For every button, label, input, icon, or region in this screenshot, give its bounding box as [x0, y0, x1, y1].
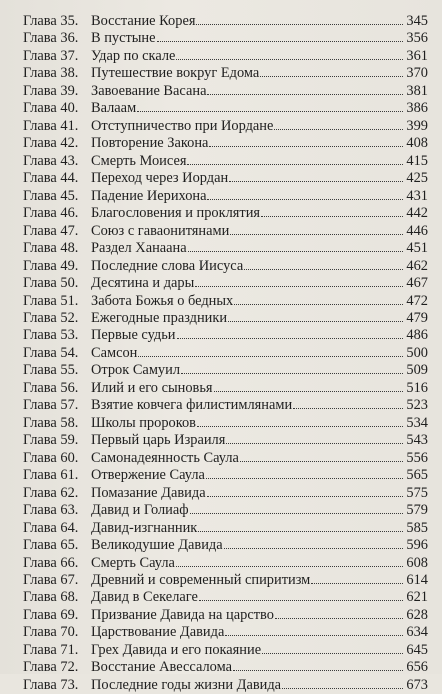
chapter-label: Глава 36.: [23, 30, 79, 47]
toc-entry: [23, 414, 428, 431]
chapter-label: Глава 61.: [23, 467, 79, 484]
dot-leader: [198, 519, 403, 532]
chapter-title: Восстание Авессалома: [91, 659, 232, 676]
page-number: 446: [406, 222, 428, 239]
dot-leader: [311, 571, 403, 584]
page-number: 451: [406, 240, 428, 257]
chapter-label: Глава 42.: [23, 135, 79, 152]
dot-leader: [207, 484, 403, 497]
dot-leader: [214, 379, 403, 392]
chapter-label: Глава 53.: [23, 327, 79, 344]
chapter-title: Переход через Иордан: [91, 170, 229, 187]
toc-entry: [23, 571, 428, 588]
toc-entry: [23, 204, 428, 221]
dot-leader: [262, 641, 403, 654]
toc-entry: [23, 257, 428, 274]
chapter-title: Грех Давида и его покаяние: [91, 641, 262, 658]
toc-entry: [23, 449, 428, 466]
dot-leader: [195, 274, 403, 287]
chapter-label: Глава 67.: [23, 572, 79, 588]
chapter-label: Глава 39.: [23, 82, 79, 99]
dot-leader: [138, 344, 403, 357]
dot-leader: [187, 152, 403, 165]
toc-entry: [23, 484, 428, 501]
toc-entry: [23, 501, 428, 518]
toc-entry: [23, 554, 428, 571]
dot-leader: [199, 588, 403, 601]
chapter-title: Раздел Ханаана: [91, 240, 187, 257]
dot-leader: [196, 12, 403, 25]
toc-entry: [23, 64, 428, 81]
chapter-label: Глава 60.: [23, 449, 79, 466]
page-number: 425: [406, 170, 428, 187]
page-number: 381: [406, 82, 428, 99]
chapter-title: В пустыне: [91, 30, 156, 47]
page-number: 509: [406, 362, 428, 379]
page-number: 516: [406, 379, 428, 396]
page-number: 585: [406, 519, 428, 536]
chapter-title: Самонадеянность Саула: [91, 449, 239, 466]
toc-entry: [23, 187, 428, 204]
toc-entry: [23, 606, 428, 623]
page-number: 356: [406, 30, 428, 47]
dot-leader: [293, 396, 403, 409]
chapter-label: Глава 70.: [23, 624, 79, 641]
toc-entry: [23, 47, 428, 64]
chapter-title: Завоевание Васана: [91, 82, 207, 99]
dot-leader: [244, 257, 403, 270]
page-number: 621: [406, 589, 428, 606]
dot-leader: [206, 466, 403, 479]
chapter-title: Первый царь Израиля: [91, 432, 226, 449]
toc-entry: [23, 344, 428, 361]
dot-leader: [177, 326, 404, 339]
dot-leader: [233, 658, 403, 671]
chapter-label: Глава 44.: [23, 170, 79, 187]
dot-leader: [230, 222, 403, 235]
toc-entry: [23, 134, 428, 151]
page-number: 608: [406, 554, 428, 571]
chapter-title: Давид-изгнанник: [91, 519, 198, 536]
chapter-label: Глава 52.: [23, 309, 79, 326]
toc-entry: [23, 396, 428, 413]
chapter-title: Взятие ковчега филистимлянами: [91, 397, 293, 414]
chapter-title: Валаам: [91, 100, 137, 117]
toc-entry: [23, 117, 428, 134]
chapter-label: Глава 50.: [23, 275, 79, 292]
dot-leader: [209, 134, 403, 147]
dot-leader: [275, 606, 403, 619]
page-number: 415: [406, 152, 428, 169]
chapter-label: Глава 56.: [23, 379, 79, 396]
chapter-title: Царствование Давида: [91, 624, 225, 641]
chapter-label: Глава 71.: [23, 641, 79, 658]
chapter-title: Школы пророков: [91, 414, 196, 431]
page-number: 486: [406, 327, 428, 344]
dot-leader: [207, 82, 403, 95]
chapter-title: Путешествие вокруг Едома: [91, 65, 260, 82]
toc-entry: [23, 536, 428, 553]
chapter-label: Глава 54.: [23, 344, 79, 361]
chapter-label: Глава 69.: [23, 606, 79, 623]
chapter-label: Глава 65.: [23, 537, 79, 554]
dot-leader: [181, 361, 403, 374]
dot-leader: [137, 99, 403, 112]
toc-entry: [23, 274, 428, 291]
chapter-label: Глава 66.: [23, 554, 79, 571]
page-number: 579: [406, 502, 428, 519]
page-number: 596: [406, 537, 428, 554]
chapter-label: Глава 35.: [23, 13, 79, 29]
chapter-title: Смерть Саула: [91, 554, 175, 571]
chapter-label: Глава 40.: [23, 100, 79, 117]
page-number: 634: [406, 624, 428, 641]
dot-leader: [274, 117, 403, 130]
chapter-title: Илий и его сыновья: [91, 379, 213, 396]
chapter-title: Помазание Давида: [91, 484, 206, 501]
dot-leader: [188, 239, 403, 252]
page-number: 556: [406, 449, 428, 466]
page-number: 479: [406, 309, 428, 326]
page-number: 534: [406, 414, 428, 431]
page-number: 628: [406, 606, 428, 623]
chapter-label: Глава 46.: [23, 205, 79, 222]
toc-entry: [23, 466, 428, 483]
toc-entry: [23, 222, 428, 239]
page-number: 673: [406, 676, 428, 693]
dot-leader: [157, 29, 403, 42]
toc-entry: [23, 326, 428, 343]
dot-leader: [229, 169, 403, 182]
chapter-title: Последние годы жизни Давида: [91, 676, 282, 693]
chapter-title: Первые судьи: [91, 327, 176, 344]
page-number: 543: [406, 432, 428, 449]
page-number: 575: [406, 484, 428, 501]
chapter-label: Глава 48.: [23, 240, 79, 257]
chapter-title: Забота Божья о бедных: [91, 292, 234, 309]
toc-entry: [23, 361, 428, 378]
page-number: 431: [406, 187, 428, 204]
toc-entry: [23, 519, 428, 536]
chapter-title: Повторение Закона: [91, 135, 209, 152]
toc-entry: [23, 292, 428, 309]
dot-leader: [207, 187, 403, 200]
page-number: 462: [406, 257, 428, 274]
dot-leader: [190, 501, 403, 514]
chapter-label: Глава 37.: [23, 47, 79, 64]
toc-entry: [23, 588, 428, 605]
dot-leader: [176, 554, 403, 567]
page-number: 399: [406, 117, 428, 134]
toc-entry: [23, 152, 428, 169]
toc-entry: [23, 431, 428, 448]
page-number: 645: [406, 641, 428, 658]
chapter-title: Благословения и проклятия: [91, 205, 261, 222]
dot-leader: [224, 536, 403, 549]
chapter-label: Глава 63.: [23, 502, 79, 519]
chapter-label: Глава 38.: [23, 65, 79, 82]
chapter-title: Союз с гаваонитянами: [91, 222, 230, 239]
page-number: 386: [406, 100, 428, 117]
chapter-title: Десятина и дары: [91, 275, 195, 292]
dot-leader: [260, 64, 403, 77]
page-number: 472: [406, 292, 428, 309]
page-number: 408: [406, 135, 428, 152]
chapter-title: Давид в Секелаге: [91, 589, 198, 606]
chapter-title: Удар по скале: [91, 47, 176, 64]
chapter-label: Глава 68.: [23, 589, 79, 606]
page-number: 467: [406, 275, 428, 292]
chapter-title: Падение Иерихона: [91, 187, 207, 204]
dot-leader: [176, 47, 403, 60]
dot-leader: [226, 431, 403, 444]
toc-entry: [23, 676, 428, 693]
chapter-label: Глава 55.: [23, 362, 79, 379]
toc-entry: [23, 239, 428, 256]
toc-entry: [23, 169, 428, 186]
chapter-label: Глава 59.: [23, 432, 79, 449]
toc-entry: [23, 379, 428, 396]
chapter-label: Глава 45.: [23, 187, 79, 204]
chapter-title: Последние слова Иисуса: [91, 257, 244, 274]
chapter-label: Глава 64.: [23, 519, 79, 536]
page-number: 523: [406, 397, 428, 414]
toc-entry: [23, 658, 428, 675]
toc-entry: [23, 309, 428, 326]
chapter-label: Глава 58.: [23, 414, 79, 431]
chapter-title: Отвержение Саула: [91, 467, 205, 484]
chapter-title: Отступничество при Иордане: [91, 117, 274, 134]
toc-entry: [23, 29, 428, 46]
toc-entry: [23, 623, 428, 640]
chapter-title: Восстание Корея: [91, 13, 196, 29]
page-number: 565: [406, 467, 428, 484]
page-number: 370: [406, 65, 428, 82]
dot-leader: [197, 414, 403, 427]
chapter-label: Глава 51.: [23, 292, 79, 309]
toc-entry: [23, 99, 428, 116]
dot-leader: [261, 204, 403, 217]
chapter-title: Ежегодные праздники: [91, 309, 228, 326]
dot-leader: [228, 309, 403, 322]
page-number: 345: [406, 13, 428, 29]
chapter-label: Глава 47.: [23, 222, 79, 239]
chapter-title: Великодушие Давида: [91, 537, 223, 554]
toc-entry: [23, 641, 428, 658]
dot-leader: [234, 292, 403, 305]
chapter-label: Глава 49.: [23, 257, 79, 274]
page-number: 656: [406, 659, 428, 676]
chapter-label: Глава 41.: [23, 117, 79, 134]
dot-leader: [282, 676, 403, 689]
chapter-title: Самсон: [91, 344, 138, 361]
chapter-label: Глава 73.: [23, 676, 79, 693]
table-of-contents: [23, 12, 428, 693]
chapter-title: Призвание Давида на царство: [91, 606, 274, 623]
chapter-title: Смерть Моисея: [91, 152, 187, 169]
toc-entry: [23, 12, 428, 29]
chapter-label: Глава 43.: [23, 152, 79, 169]
page-number: 361: [406, 47, 428, 64]
dot-leader: [225, 623, 403, 636]
chapter-title: Давид и Голиаф: [91, 502, 189, 519]
page-number: 614: [406, 572, 428, 588]
page-number: 442: [406, 205, 428, 222]
chapter-title: Отрок Самуил: [91, 362, 181, 379]
chapter-label: Глава 72.: [23, 659, 79, 676]
chapter-label: Глава 57.: [23, 397, 79, 414]
chapter-label: Глава 62.: [23, 484, 79, 501]
dot-leader: [240, 449, 403, 462]
toc-entry: [23, 82, 428, 99]
page-number: 500: [406, 344, 428, 361]
chapter-title: Древний и современный спиритизм: [91, 572, 311, 588]
